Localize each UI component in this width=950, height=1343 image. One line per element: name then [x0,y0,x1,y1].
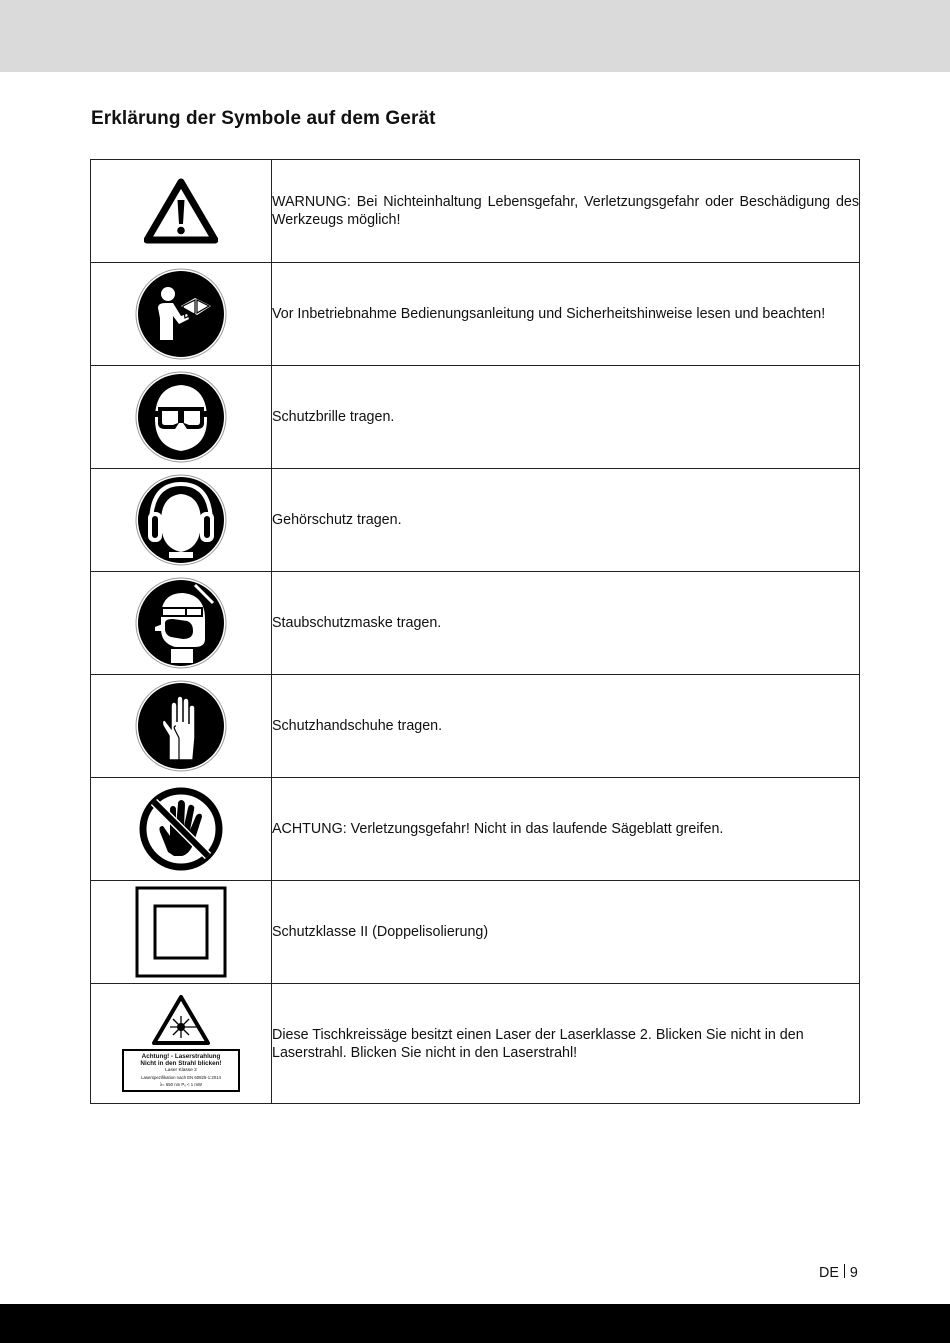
language-code: DE [819,1265,839,1281]
table-row [91,984,860,1104]
symbol-description: Schutzbrille tragen. [272,366,860,469]
laser-warning-label: Achtung! - Laserstrahlung Nicht in den Strahl blicken! Laser Klasse 2 Laserspezifikation nach EN 60825-1:2014 λ= 650 nm Pₒ < 1 mW [122,1049,240,1092]
ear-protection-icon [91,474,271,566]
header-band [0,0,950,72]
table-row [91,366,860,469]
page-separator [844,1264,845,1278]
table-row [91,675,860,778]
safety-goggles-icon [91,371,271,463]
symbol-description: Diese Tischkreissäge besitzt einen Laser der Laserklasse 2. Blicken Sie nicht in den Laserstrahl. Blicken Sie nicht in den Laserstrahl! [272,984,860,1104]
page-title: Erklärung der Symbole auf dem Gerät [91,108,436,129]
no-hand-icon [91,786,271,872]
table-row [91,263,860,366]
symbol-description: Vor Inbetriebnahme Bedienungsanleitung und Sicherheitshinweise lesen und beachten! [272,263,860,366]
table-row [91,572,860,675]
warning-triangle-icon [91,178,271,244]
table-row [91,881,860,984]
protective-gloves-icon [91,680,271,772]
page-number [819,1264,858,1281]
read-manual-icon [91,268,271,360]
symbol-description: Staubschutzmaske tragen. [272,572,860,675]
symbol-description: ACHTUNG: Verletzungsgefahr! Nicht in das laufende Sägeblatt greifen. [272,778,860,881]
page-number-value: 9 [849,1265,858,1281]
table-row [91,778,860,881]
double-insulation-icon [91,886,271,978]
footer-band [0,1304,950,1343]
symbols-table [90,159,860,1104]
table-row [91,160,860,263]
dust-mask-icon [91,577,271,669]
symbol-description: Schutzhandschuhe tragen. [272,675,860,778]
symbol-description: Gehörschutz tragen. [272,469,860,572]
symbol-description: Schutzklasse II (Doppelisolierung) [272,881,860,984]
table-row [91,469,860,572]
laser-warning-icon [91,995,271,1092]
symbol-description: WARNUNG: Bei Nichteinhaltung Lebensgefahr, Verletzungsgefahr oder Beschädigung des Werkzeugs möglich! [272,160,860,263]
